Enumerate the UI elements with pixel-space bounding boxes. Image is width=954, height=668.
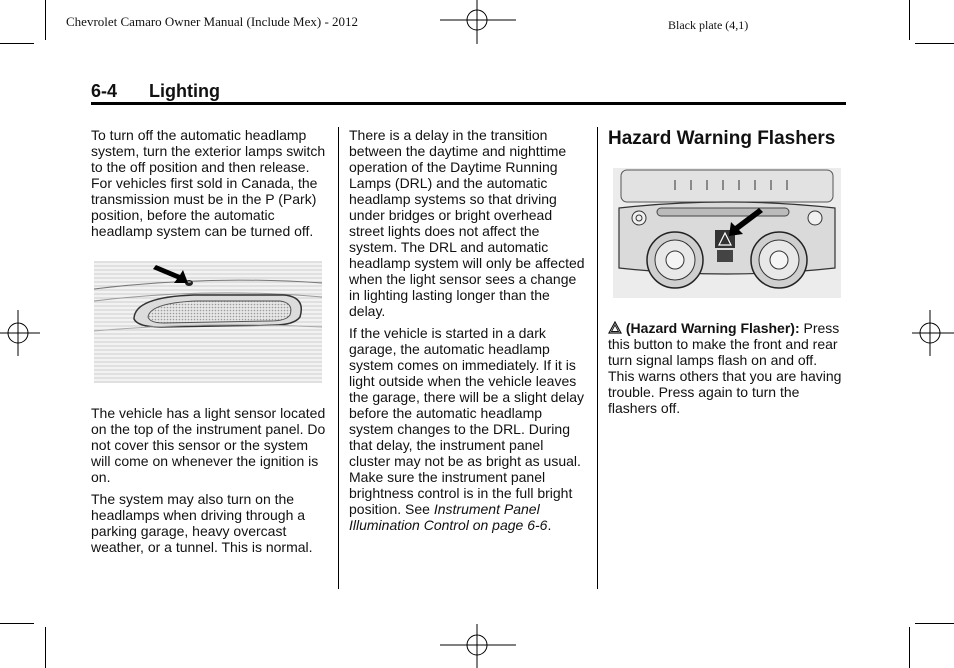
registration-mark-icon — [0, 310, 46, 356]
paragraph: There is a delay in the transition between the daytime and nighttime operation of the Daytime Running Lamps (DRL) and the automatic headlamp systems so that driving under bridges or bright overhead street lights does not affect the system. The DRL and automatic headlamp system will only be affected when the light sensor sees a change in lighting lasting longer than the delay. — [349, 127, 585, 319]
hazard-label: (Hazard Warning Flasher): — [625, 320, 800, 336]
registration-mark-icon — [440, 622, 516, 668]
registration-mark-icon — [440, 0, 516, 46]
paragraph-text: If the vehicle is started in a dark garage, the automatic headlamp system comes on immediately. If it is light outside when the vehicle leaves the garage, there will be a slight delay before the automatic headlamp system changes to the DRL. During that delay, the instrument panel cluster may not be as bright as usual. Make sure the instrument panel brightness control is in the full bright position. See — [349, 325, 585, 517]
crop-mark — [909, 627, 910, 668]
crop-mark — [915, 623, 954, 624]
plate-title: Chevrolet Camaro Owner Manual (Include Mex) - 2012 — [66, 14, 359, 29]
paragraph: The system may also turn on the headlamps when driving through a parking garage, heavy overcast weather, or a tunnel. This is normal. — [91, 491, 313, 555]
hazard-control-panel-figure — [613, 168, 841, 298]
paragraph: To turn off the automatic headlamp system, turn the exterior lamps switch to the off position and then release. For vehicles first sold in Canada, the transmission must be in the P (Park) position, before the automatic headlamp system can be turned off. — [91, 127, 326, 239]
paragraph-end: . — [547, 517, 552, 533]
column-divider — [338, 127, 339, 589]
cross-reference-link[interactable]: Instrument Panel Illumination Control on page 6-6 — [349, 501, 548, 533]
crop-mark — [45, 627, 46, 668]
paragraph — [349, 325, 585, 533]
crop-mark — [0, 43, 34, 44]
column-1 — [91, 127, 327, 561]
light-sensor-figure — [94, 261, 322, 383]
section-name: Lighting — [149, 81, 220, 101]
column-2 — [349, 127, 585, 539]
column-3 — [608, 127, 846, 422]
plate-id: Black plate (4,1) — [668, 18, 749, 32]
crop-mark — [909, 0, 910, 40]
header-rule — [91, 102, 846, 105]
crop-mark — [915, 43, 954, 44]
hazard-text: Press this button to make the front and rear turn signal lamps flash on and off. This warns others that you are having trouble. Press again to turn the flashers off. — [608, 320, 842, 416]
hazard-description — [608, 320, 846, 416]
subsection-heading: Hazard Warning Flashers — [608, 128, 836, 149]
column-divider — [597, 127, 598, 589]
crop-mark — [45, 0, 46, 40]
registration-mark-icon — [908, 310, 954, 356]
crop-mark — [0, 623, 34, 624]
hazard-triangle-icon — [608, 321, 622, 334]
paragraph: The vehicle has a light sensor located on the top of the instrument panel. Do not cover this sensor or the system will come on whenever the ignition is on. — [91, 405, 326, 485]
section-number: 6-4 — [91, 81, 118, 101]
